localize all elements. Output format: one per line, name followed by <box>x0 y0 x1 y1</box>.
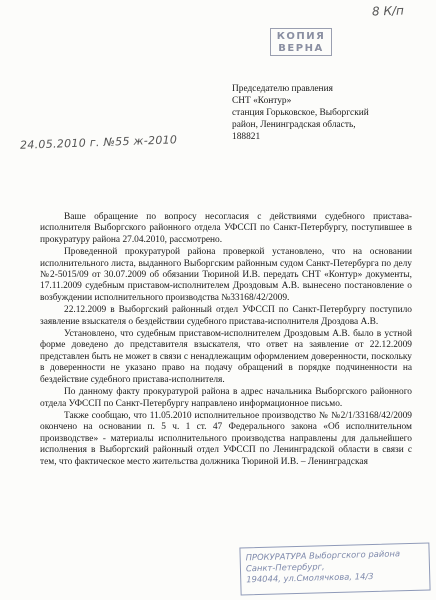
body-paragraph: Установлено, что судебным приставом-исполнителем Дроздовым А.В. было в устной форме доведено до представителя взыскателя, что ответ на заявление от 22.12.2009 представлен быть не может в связи с ненадлежащим оформлением доверенности, поскольку в доверенности не указано право на подачу обращений в порядке подчиненности на бездействие судебного пристава-исполнителя. <box>40 329 412 385</box>
letter-body <box>40 212 412 469</box>
prosecutor-office-stamp <box>239 543 430 596</box>
addressee-line: 188821 <box>232 132 261 142</box>
copy-verified-stamp <box>270 28 332 56</box>
stamp-prosecutor-line: Санкт-Петербург, <box>245 561 325 574</box>
body-paragraph: По данному факту прокуратурой района в адрес начальника Выборгского районного отдела УФССП по Санкт-Петербургу направлено информационное письмо. <box>40 387 412 409</box>
handwritten-note-top: 8 К/п <box>371 3 405 19</box>
stamp-prosecutor-line: ПРОКУРАТУРА Выборгского района <box>245 548 401 563</box>
addressee-block <box>232 83 428 143</box>
stamp-prosecutor-line: 194044, ул.Смолячкова, 14/3 <box>246 570 374 585</box>
addressee-line: район, Ленинградская область, <box>232 120 356 130</box>
addressee-line: Председателю правления <box>232 84 333 94</box>
addressee-line: станция Горьковское, Выборгский <box>232 108 369 118</box>
stamp-copy-line-1: КОПИЯ <box>276 31 326 42</box>
addressee-line: СНТ «Контур» <box>232 96 292 106</box>
body-paragraph: Также сообщаю, что 11.05.2010 исполнительное производство № №2/1/33168/42/2009 окончено на основании п. 5 ч. 1 ст. 47 Федерального закона «Об исполнительном производстве» - материалы исполнительного производства направлены для дальнейшего исполнения в Выборгский районный отдел УФССП по Ленинградской области в связи с тем, что фактическое место жительства должника Тюриной И.В. – Ленинградская <box>40 410 412 467</box>
stamp-copy-line-2: ВЕРНА <box>278 43 324 54</box>
body-paragraph: Проведенной прокуратурой района проверкой установлено, что на основании исполнительного листа, выданного Выборгским районным судом Санкт-Петербурга по делу №2-5015/09 от 30.07.2009 об обязании Тюриной И.В. передать СНТ «Контур» документы, 17.11.2009 судебным приставом-исполнителем Дроздовым А.В. вынесено постановление о возбуждении исполнительного производства №33168/42/2009. <box>40 247 412 303</box>
body-paragraph: 22.12.2009 в Выборгский районный отдел УФССП по Санкт-Петербургу поступило заявление взыскателя о бездействии судебного пристава-исполнителя Дроздова А.В. <box>40 305 412 327</box>
body-paragraph: Ваше обращение по вопросу несогласия с действиями судебного пристава-исполнителя Выборгского районного отдела УФССП по Санкт-Петербургу, поступившее в прокуратуру района 27.04.2010, рассмотрено. <box>40 212 412 245</box>
handwritten-registration-number: 24.05.2010 г. №55 ж-2010 <box>19 133 178 152</box>
